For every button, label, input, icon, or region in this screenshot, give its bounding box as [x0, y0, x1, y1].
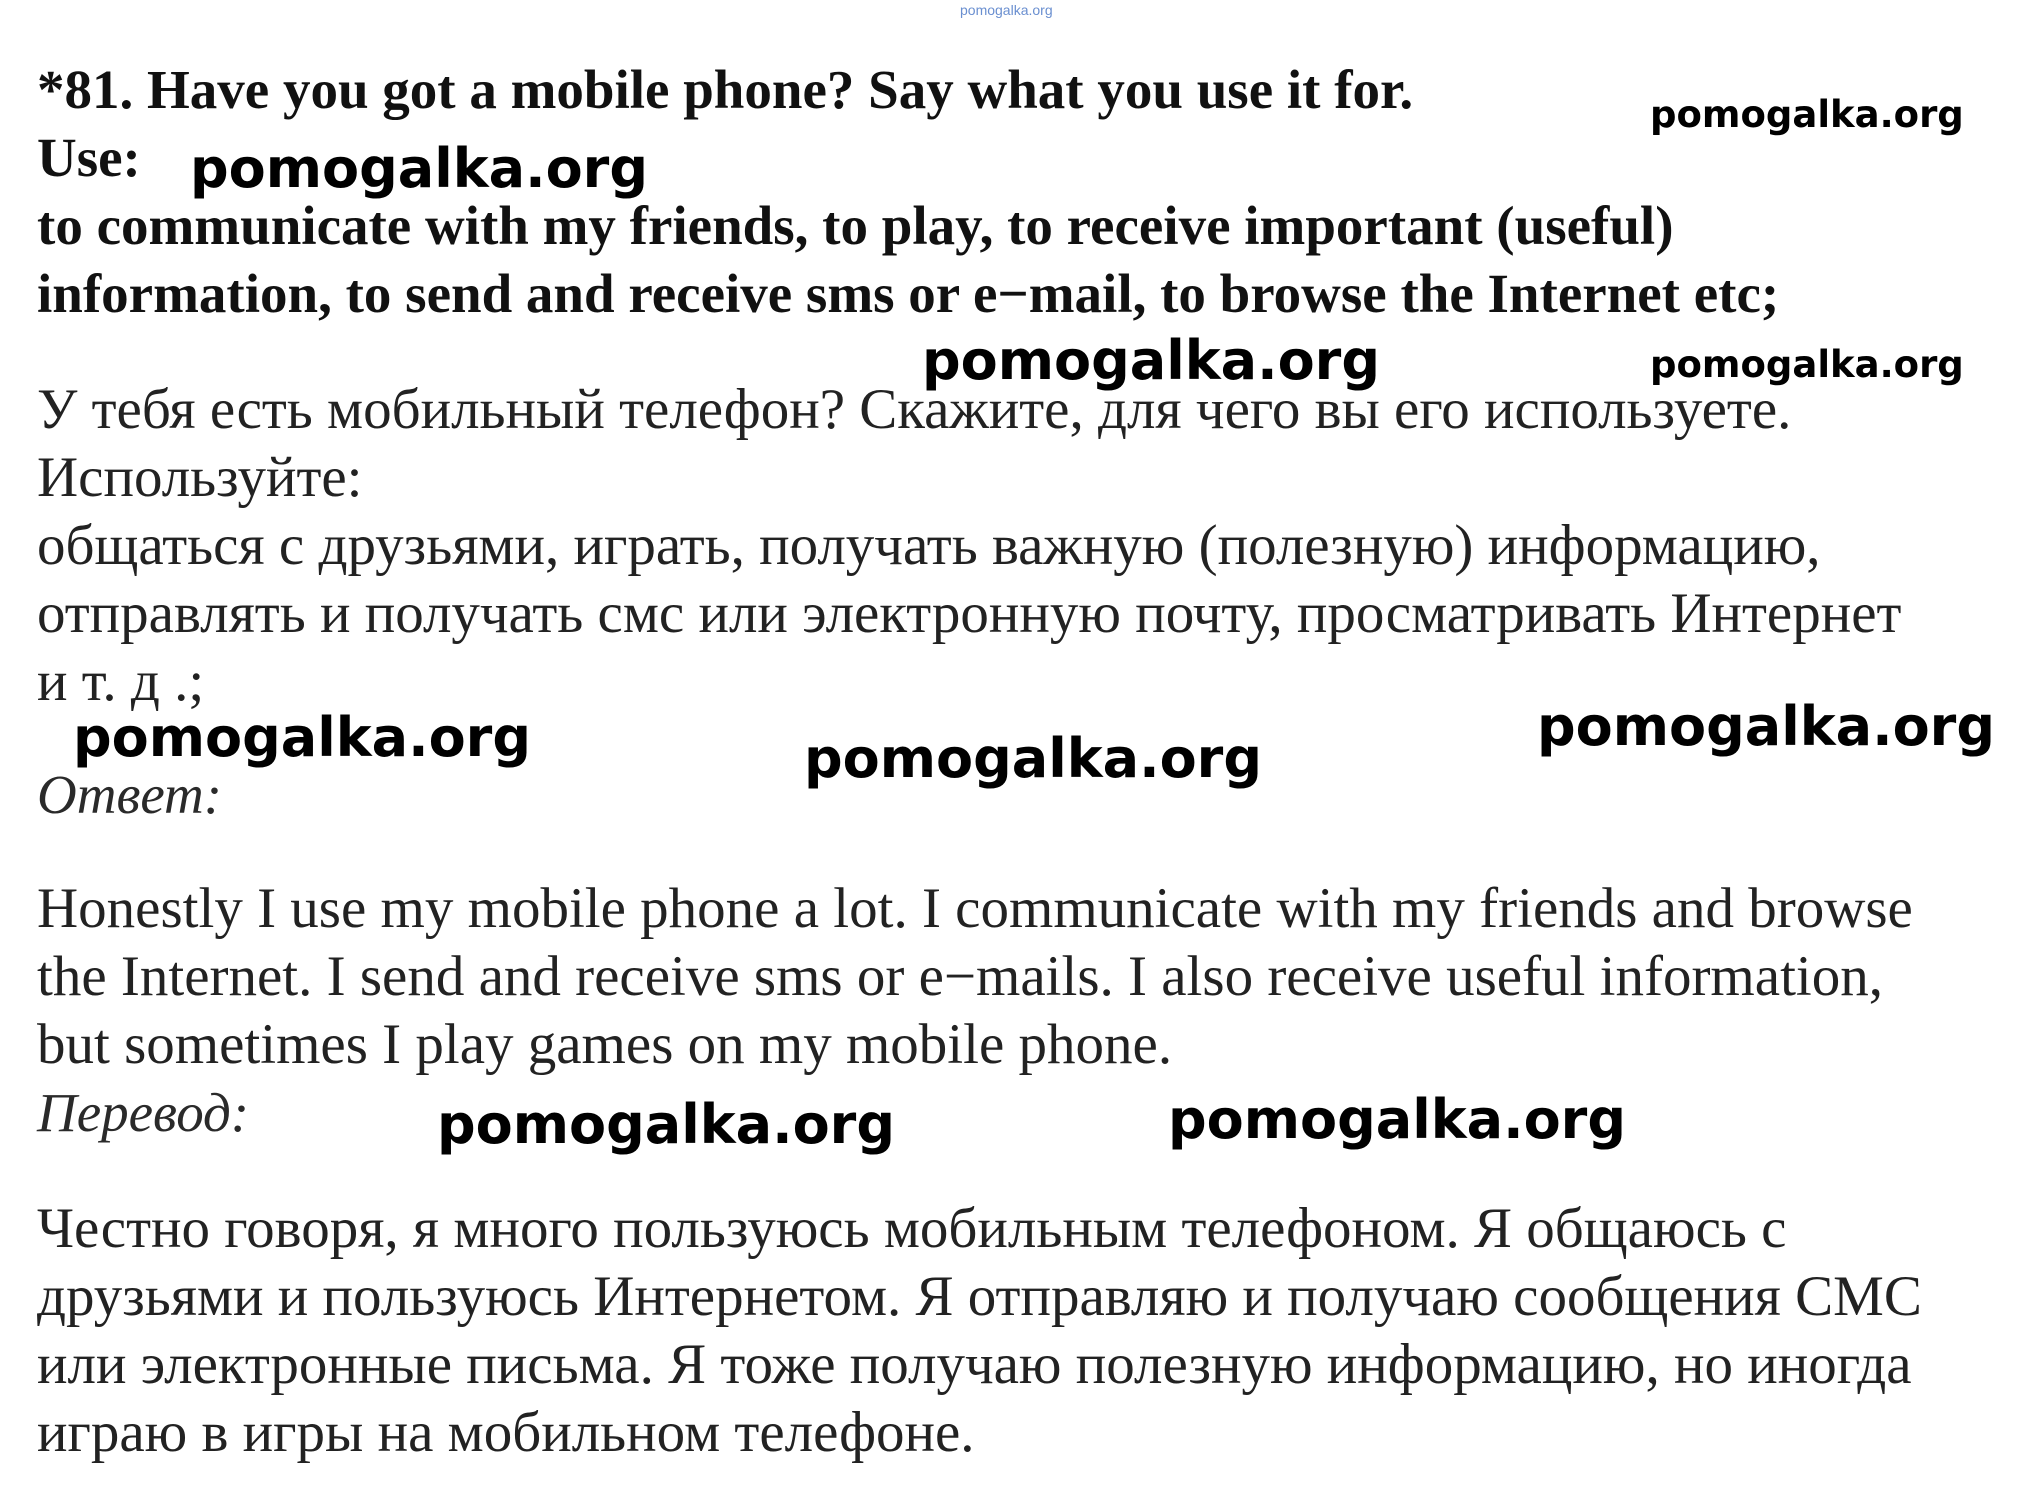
- translation-line-4: играю в игры на мобильном телефоне.: [37, 1401, 975, 1464]
- translation-label: Перевод:: [37, 1082, 250, 1143]
- watermark: pomogalka.org: [804, 727, 1262, 790]
- answer-label: Ответ:: [37, 764, 223, 825]
- top-watermark: pomogalka.org: [960, 2, 1053, 18]
- watermark: pomogalka.org: [1168, 1088, 1626, 1151]
- translation-line-2: друзьями и пользуюсь Интернетом. Я отправляю и получаю сообщения СМС: [37, 1265, 1922, 1328]
- use-label: Use:: [37, 127, 141, 188]
- ru-task-line-2: Используйте:: [37, 446, 363, 509]
- answer-line-1: Honestly I use my mobile phone a lot. I communicate with my friends and browse: [37, 877, 1913, 940]
- answer-line-3: but sometimes I play games on my mobile phone.: [37, 1013, 1173, 1076]
- watermark: pomogalka.org: [190, 137, 648, 200]
- translation-line-1: Честно говоря, я много пользуюсь мобильным телефоном. Я общаюсь с: [37, 1197, 1787, 1260]
- exercise-heading: *81. Have you got a mobile phone? Say what you use it for.: [37, 59, 1414, 120]
- translation-line-3: или электронные письма. Я тоже получаю полезную информацию, но иногда: [37, 1333, 1912, 1396]
- ru-task-line-3: общаться с друзьями, играть, получать важную (полезную) информацию,: [37, 514, 1821, 577]
- watermark: pomogalka.org: [1650, 93, 1964, 136]
- ru-task-line-5: и т. д .;: [37, 650, 205, 713]
- answer-line-2: the Internet. I send and receive sms or e−mails. I also receive useful information,: [37, 945, 1883, 1008]
- use-line-1: to communicate with my friends, to play, to receive important (useful): [37, 195, 1674, 256]
- use-line-2: information, to send and receive sms or e−mail, to browse the Internet etc;: [37, 263, 1780, 324]
- watermark: pomogalka.org: [437, 1093, 895, 1156]
- watermark: pomogalka.org: [1650, 343, 1964, 386]
- ru-task-line-1: У тебя есть мобильный телефон? Скажите, для чего вы его используете.: [37, 378, 1792, 441]
- watermark: pomogalka.org: [73, 706, 531, 769]
- watermark: pomogalka.org: [922, 329, 1380, 392]
- ru-task-line-4: отправлять и получать смс или электронную почту, просматривать Интернет: [37, 582, 1902, 645]
- watermark: pomogalka.org: [1537, 695, 1995, 758]
